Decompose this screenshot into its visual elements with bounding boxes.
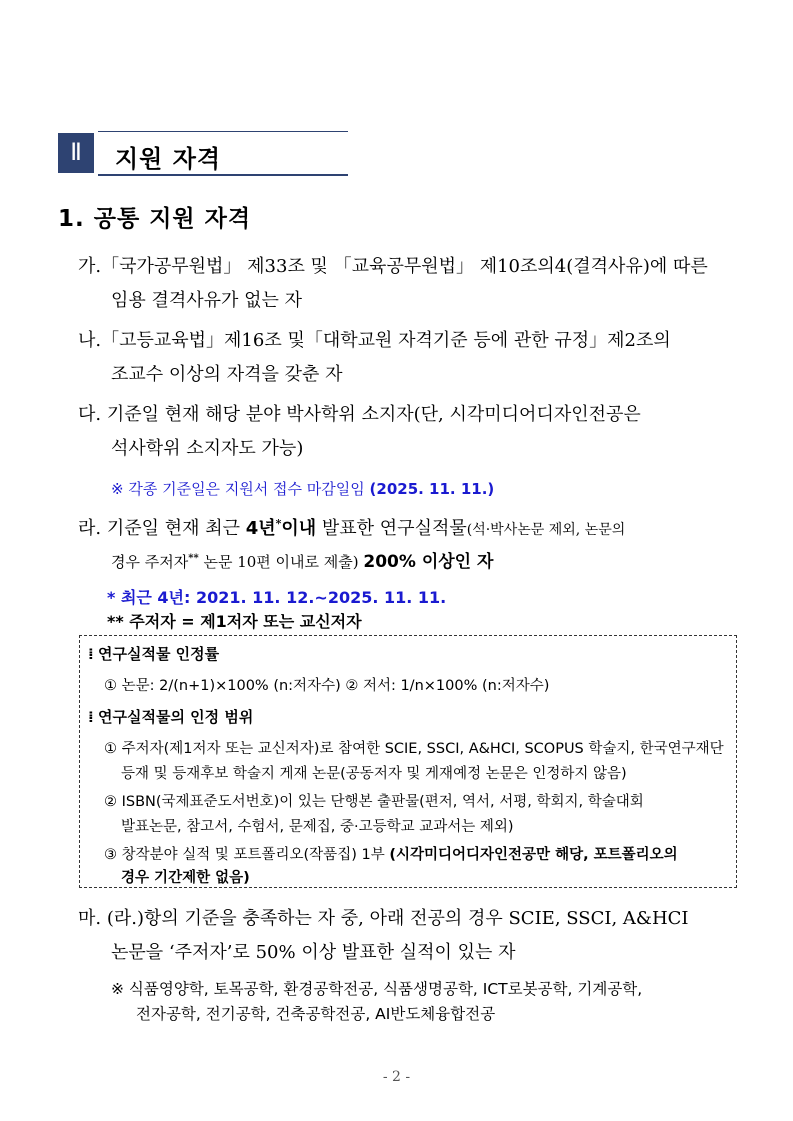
item-ra-line2 — [111, 548, 493, 573]
r3-line1-a: ③ 창작분야 실적 및 포트폴리오(작품집) 1부 — [104, 847, 390, 863]
heading-common-qualifications: 1. 공통 지원 자격 — [58, 206, 252, 232]
section-numeral-badge: Ⅱ — [58, 133, 94, 173]
ra-rest: 발표한 연구실적물 — [316, 518, 467, 539]
item-ma-line2: 논문을 ‘주저자’로 50% 이상 발표한 실적이 있는 자 — [111, 942, 516, 963]
da-note-date: (2025. 11. 11.) — [369, 480, 495, 498]
item-ra-line1 — [78, 513, 625, 541]
ra-line2-bold: 200% 이상인 자 — [363, 552, 494, 572]
ma-note-line1: ※ 식품영양학, 토목공학, 환경공학전공, 식품생명공학, ICT로봇공학, 기계공학, — [111, 980, 643, 998]
ra-line2-star: ** — [188, 553, 199, 564]
box-scope-r1-line1: ① 주저자(제1저자 또는 교신저자)로 참여한 SCIE, SSCI, A&HCI, SCOPUS 학술지, 한국연구재단 — [104, 741, 724, 757]
ra-line2-b: 논문 10편 이내로 제출) — [198, 553, 364, 571]
ra-line2-a: 경우 주저자 — [111, 553, 189, 571]
item-da-note — [111, 478, 494, 500]
box-heading-scope-text: 연구실적물의 인정 범위 — [98, 708, 254, 726]
ra-star: * — [275, 517, 282, 530]
item-na-line2: 조교수 이상의 자격을 갖춘 자 — [111, 364, 343, 385]
r3-line1-bold: (시각미디어디자인전공만 해당, 포트폴리오의 — [389, 847, 678, 863]
ma-note-line2: 전자공학, 전기공학, 건축공학전공, AI반도체융합전공 — [136, 1005, 496, 1023]
box-scope-r1-line2: 등재 및 등재후보 학술지 게재 논문(공동저자 및 게재예정 논문은 인정하지 않음) — [121, 766, 627, 782]
ra-small: (석·박사논문 제외, 논문의 — [466, 522, 626, 538]
section-title: 지원 자격 — [115, 145, 222, 173]
item-na-line1: 나.「고등교육법」제16조 및「대학교원 자격기준 등에 관한 규정」제2조의 — [78, 330, 671, 351]
item-ga-line1: 가.「국가공무원법」 제33조 및 「교육공무원법」 제10조의4(결격사유)에 따른 — [78, 256, 708, 277]
item-da-line2: 석사학위 소지자도 가능) — [111, 438, 304, 459]
ra-prefix: 라. 기준일 현재 최근 — [78, 518, 246, 539]
box-scope-r2-line1: ② ISBN(국제표준도서번호)이 있는 단행본 출판물(편저, 역서, 서평, 학회지, 학술대회 — [104, 794, 644, 810]
item-ma-line1: 마. (라.)항의 기준을 충족하는 자 중, 아래 전공의 경우 SCIE, SSCI, A&HCI — [78, 908, 689, 929]
box-rate-line: ① 논문: 2/(n+1)×100% (n:저자수) ② 저서: 1/n×100% (n:저자수) — [104, 678, 550, 694]
square-bullet-icon: ⁞ — [88, 708, 94, 726]
box-heading-rate-text: 연구실적물 인정률 — [98, 645, 220, 663]
box-heading-scope — [88, 706, 253, 727]
ra-note-main-author: ** 주저자 = 제1저자 또는 교신저자 — [107, 612, 362, 631]
box-scope-r2-line2: 발표논문, 참고서, 수험서, 문제집, 중·고등학교 교과서는 제외) — [121, 819, 514, 835]
da-note-text: ※ 각종 기준일은 지원서 접수 마감일임 — [111, 480, 370, 498]
box-scope-r3-line1 — [104, 843, 678, 864]
ra-bold-within: 이내 — [281, 518, 317, 539]
ra-bold-4years: 4년 — [245, 518, 276, 539]
section-top-rule — [98, 131, 348, 132]
page-number: - 2 - — [382, 1069, 411, 1085]
section-bottom-rule — [98, 174, 348, 176]
item-ga-line2: 임용 결격사유가 없는 자 — [111, 290, 303, 311]
square-bullet-icon: ⁞ — [88, 645, 94, 663]
box-heading-rate — [88, 643, 219, 664]
ra-note-recent-4years: * 최근 4년: 2021. 11. 12.~2025. 11. 11. — [107, 588, 447, 607]
box-scope-r3-line2: 경우 기간제한 없음) — [121, 870, 250, 886]
item-da-line1: 다. 기준일 현재 해당 분야 박사학위 소지자(단, 시각미디어디자인전공은 — [78, 404, 641, 425]
